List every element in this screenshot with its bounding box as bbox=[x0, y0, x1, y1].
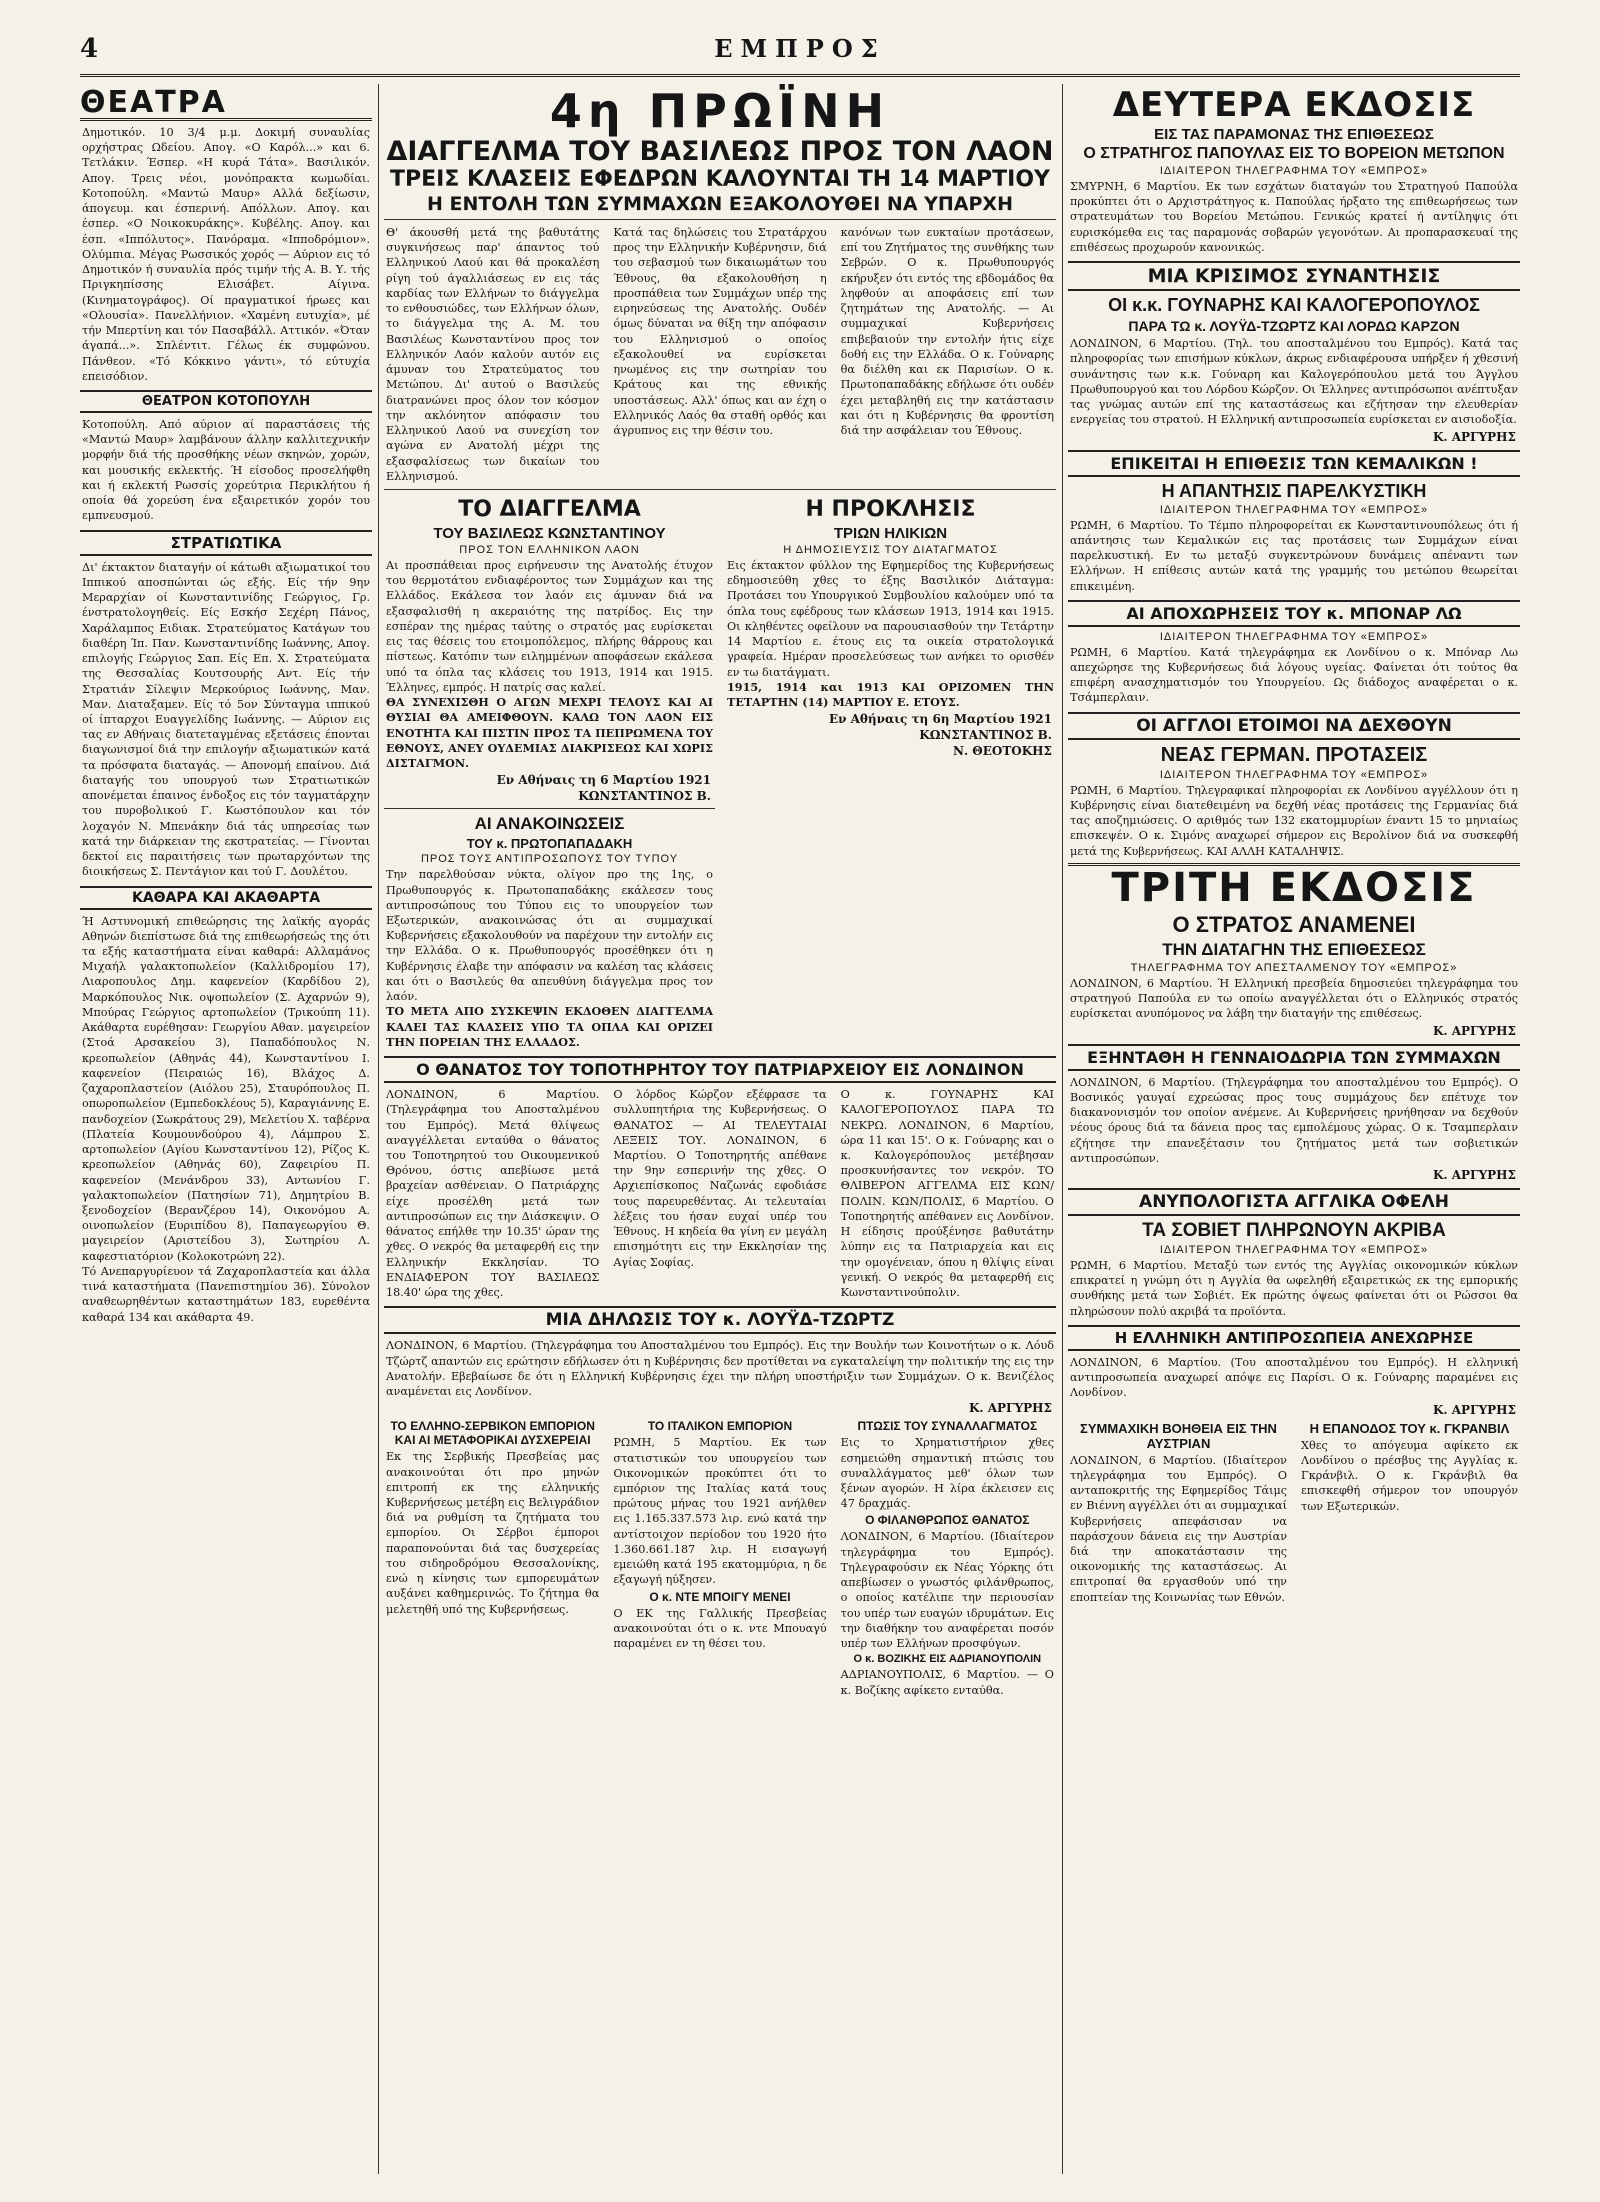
proklisis-signature-2: Ν. ΘΕΟΤΟΚΗΣ bbox=[952, 744, 1052, 759]
kemalist-body: ΡΩΜΗ, 6 Μαρτίου. Το Τέμπο πληροφορείται εκ Κωνσταντινουπόλεως ότι ή απάντησις των Κεμαλικών εις τας προτάσεις των Συμμάχων είναι παρελκυστική. Εν τω μεταξύ συγκεντρώνουν δυνάμεις απέναντι των Ελλήνων. Η επίθεσις αυτών κατά της γραμμής του μετώπου θεωρείται επικειμένη. bbox=[1070, 518, 1518, 593]
critical-meeting-subheading: ΟΙ κ.κ. ΓΟΥΝΑΡΗΣ ΚΑΙ ΚΑΛΟΓΕΡΟΠΟΥΛΟΣ bbox=[1108, 295, 1480, 316]
philanthropist-body: ΛΟΝΔΙΝΟΝ, 6 Μαρτίου. (Ιδιαίτερον τηλεγράφημα του Εμπρός). Τηλεγραφούσιν εκ Νέας Υόρκης ότι απεβίωσεν ο γνωστός φιλάνθρωπος, ο οποίος κατέλιπε την περιουσίαν του υπέρ των ευαγών ιδρυμάτων. Εις την διαθήκην του αναφέρεται ποσόν υπέρ των Ελλήνων προσφύγων. bbox=[840, 1530, 1054, 1651]
anakoinoseis-dateline: ΠΡΟΣ ΤΟΥΣ ΑΝΤΙΠΡΟΣΩΠΟΥΣ ΤΟΥ ΤΥΠΟΥ bbox=[420, 853, 679, 866]
divider bbox=[384, 219, 1056, 220]
diagelma-caps: ΘΑ ΣΥΝΕΧΙΣΘΗ Ο ΑΓΩΝ ΜΕΧΡΙ ΤΕΛΟΥΣ ΚΑΙ ΑΙ ΘΥΣΙΑΙ ΘΑ ΑΜΕΙΦΘΟΥΝ. ΚΑΛΩ ΤΟΝ ΛΑΟΝ ΕΙΣ ΕΝΟΤΗΤΑ ΚΑΙ ΠΙΣΤΙΝ ΠΡΟΣ ΤΑ ΠΕΠΡΩΜΕΝΑ ΤΟΥ ΕΘΝΟΥΣ, ΑΝΕΥ ΟΥΔΕΜΙΑΣ ΔΙΑΚΡΙΣΕΩΣ ΚΑΙ ΧΩΡΙΣ ΔΙΣΤΑΓΜΟΝ. bbox=[386, 695, 713, 771]
generosity-body: ΛΟΝΔΙΝΟΝ, 6 Μαρτίου. (Τηλεγράφημα του αποσταλμένου του Εμπρός). Ο Βοσνικός γαυγαί εχρεώσας προς τους συμμάχους δεν επέτυχε τον διακανονισμόν τον οποίον ανέμενε. Αι Κυβερνήσεις ηρνήθησαν να δεχθούν νέους όρους διά τα δάνεια προς τας εμπολέμους χώρας. Ο κ. Τσαμπερλαιν εζήτησε την επανεξέτασιν του ζητήματος μετά των σοβιετικών αντιπροσώπων. bbox=[1070, 1075, 1518, 1165]
lead-text: Θ' άκουσθή μετά της βαθυτάτης συγκινήσεως παρ' άπαντος τού Ελληνικού Λαού και θά προκαλέση ρίγη τού άγαλλιάσεως εν εις τάς καρδίας των Ελλήνων το διάγγελμα το ενθουσιώδες, των Ελλήνων όλων, το διάγγελμα της Α. Μ. του Βασιλέως Κωνσταντίνου προς τον Ελληνικόν Λαόν καλούν αυτόν εις άμυναν του Στρατεύματος του Μετώπου. Δι' αυτού ο Βασιλεύς διατρανώνει προς όλον τον κόσμον την ακλόνητον απόφασιν του Ελληνικού Λαού να συνεχίση τον αγώνα εν Ανατολή μέχρι της εξασφαλίσεως των δικαίων του Ελληνισμού. bbox=[386, 226, 600, 483]
philanthropist-heading: Ο ΦΙΛΑΝΘΡΩΠΟΣ ΘΑΝΑΤΟΣ bbox=[865, 1513, 1030, 1528]
thanatos-story bbox=[384, 1087, 1056, 1300]
austria-aid-body: ΛΟΝΔΙΝΟΝ, 6 Μαρτίου. (Ιδιαίτερον τηλεγράφημα του Εμπρός). Ο ανταποκριτής της Εφημερίδος Τάιμς εν Βιέννη αγγέλλει ότι αι συμμαχικαί Κυβερνήσεις απεφάσισαν να παράσχουν δάνεια εις την Αυστρίαν διά την αποκατάστασιν της οικονομικής της καταστάσεως. Αι επιτροπαί θα εργασθούν υπό την εποπτείαν της Κοινωνίας των Εθνών. bbox=[1070, 1453, 1287, 1604]
proklisis-heading: Η ΠΡΟΚΛΗΣΙΣ bbox=[805, 496, 976, 522]
kemalist-heading: ΕΠΙΚΕΙΤΑΙ Η ΕΠΙΘΕΣΙΣ ΤΩΝ ΚΕΜΑΛΙΚΩΝ ! bbox=[1068, 450, 1520, 477]
left-column bbox=[80, 84, 372, 2174]
dilosis-signature: Κ. ΑΡΓΥΡΗΣ bbox=[968, 1401, 1052, 1416]
kemalist-dateline: ΙΔΙΑΙΤΕΡΟΝ ΤΗΛΕΓΡΑΦΗΜΑ ΤΟΥ «ΕΜΠΡΟΣ» bbox=[1159, 503, 1429, 516]
lead-story bbox=[384, 225, 1056, 484]
dilosis-heading: ΜΙΑ ΔΗΛΩΣΙΣ ΤΟΥ κ. ΛΟΥΫΔ-ΤΖΩΡΤΖ bbox=[384, 1306, 1056, 1334]
proklisis-subheading: ΤΡΙΩΝ ΗΛΙΚΙΩΝ bbox=[833, 524, 948, 542]
italian-trade-body: ΡΩΜΗ, 5 Μαρτίου. Εκ των στατιστικών του υπουργείου των Οικονομικών προκύπτει ότι το εμπόριον της Ιταλίας κατά τους πρώτους μήνας του 1921 ανήλθεν εις 1.165.337.573 λιρ. ενώ κατά την αντίστοιχον περίοδον του 1920 ήτο 1.360.661.187 λιρ. Η εισαγωγή εμειώθη κατά 195 εκατομμύρια, η δε εξαγωγή ηύξησεν. bbox=[613, 1436, 827, 1587]
greek-delegation-signature: Κ. ΑΡΓΥΡΗΣ bbox=[1432, 1402, 1516, 1417]
exchange-fall-heading: ΠΤΩΣΙΣ ΤΟΥ ΣΥΝΑΛΛΑΓΜΑΤΟΣ bbox=[857, 1419, 1038, 1434]
diagelma-heading: ΤΟ ΔΙΑΓΓΕΛΜΑ bbox=[458, 496, 641, 522]
generosity-heading: ΕΞΗΝΤΑΘΗ Η ΓΕΝΝΑΙΟΔΩΡΙΑ ΤΩΝ ΣΥΜΜΑΧΩΝ bbox=[1068, 1044, 1520, 1071]
headline-proclamation: ΔΙΑΓΓΕΛΜΑ ΤΟΥ ΒΑΣΙΛΕΩΣ ΠΡΟΣ ΤΟΝ ΛΑΟΝ bbox=[386, 136, 1054, 167]
headline-reservists: ΤΡΕΙΣ ΚΛΑΣΕΙΣ ΕΦΕΔΡΩΝ ΚΑΛΟΥΝΤΑΙ ΤΗ 14 ΜΑΡΤΙΟΥ bbox=[390, 167, 1050, 192]
masthead bbox=[80, 30, 1520, 77]
german-proposals-subheading: ΝΕΑΣ ΓΕΡΜΑΝ. ΠΡΟΤΑΣΕΙΣ bbox=[1160, 743, 1428, 766]
stratiotika-body: Δι' έκτακτον διαταγήν οί κάτωθι αξιωματικοί του Ιππικού αποσπώνται ώς εξής. Είς τήν 9ην Μεραρχίαν οί Κωνσταντινίδης Γεώργιος, Γρ. ένστρατολογηθείς. Είς Εσκήσ Σεχέρη Πάνος, Χαράλαμπος Ειδιακ. Στρατεύματος Κατάγων του διαθέρη Ίπ. Παν. Κωνσταντινίδης Ιωάννης, Απογ. επιλογής Γεώργιος Σαπ. Είς Επ. Χ. Στρατεύματα της Θεσσαλίας Κουτσουρής Αντ. Είς τήν Στρατιάν Σίλεψιν Μερκούριος Ιωάννης, Μαν. Μαν. Διαταξαμεν. Είς τό 5ον Σύνταγμα ιππικού οί ίπταρχοι Ευαγγελίδης Ιωάννης. — Αύριον εις τας εν Αθήναις διατεταγμένας εξετάσεις έπονται διαγωνισμοί διά την επιλογήν αξιωματικών κατά τα πρόσφατα διαταγάς. — Απονομή επαίνου. Διά διαταγής του υπουργού των Στρατιωτικών απονέμεται έπαινος ένδοξος εις τόν ταγματάρχην του πυροβολικού Γ. Κωστόπουλον και τόν λοχαγόν Ν. Μπενάκην διά τάς υπηρεσίας των κατά την διάρκειαν της εκστρατείας. — Γίνονται δεκτοί εις παραιτήσεις των πρωταρχόντων της διοικήσεως Σ. Πεντάγιον και τού Γ. Δουλέτου. bbox=[82, 560, 370, 879]
kathara-body: Ή Αστυνομική επιθεώρησις της λαϊκής αγοράς Αθηνών διεπίστωσε διά της επιθεωρήσεώς της ότι τα εξής καταστήματα είναι καθαρά: Αλλαμάνος Μιχαήλ γαλακτοπωλείον (Καλλιδρομίου 17), Λιαροπουλος Δημ. καφενείον (Καρδίδου 2), Μαρκόπουλος Νικ. οψοπωλείον (Σ. Αχαρνών 9), Μπούρας Γεώργιος αρτοπωλείον (Τρικούπη 11). Ακάθαρτα ευρέθησαν: Γεωργίου Αθαν. μαγειρείον (Στοά Αρσακείου 3), Παπαδόπουλος Ν. κρεοπωλείον (Αθηνάς 44), Κωνσταντίνου Ι. καφενείον (Πειραιώς 16), Βλάχος Δ. ζαχαροπλαστείον (Αιόλου 25), Σταυρόπουλος Π. οπωροπωλείον (Εμπεδοκλέους 5), Καραγιάννης Ε. πανδοχείον (Σωκράτους 29), Μελετίου Χ. ταβέρνα (Πλατεία Κουμουνδούρου 4), Λάμπρου Σ. αρτοπωλείον (Αγίου Κωνσταντίνου 12), Ρίζος Κ. κρεοπωλείον (Αθηνάς 60), Ζαφειρίου Π. καφενείον (Μενάνδρου 33), Αντωνίου Γ. γαλακτοπωλείον (Πατησίων 71), Δημητρίου Β. ξενοδοχείον (Βερανζέρου 14), Οικονόμου Α. οινοπωλείον (Ευριπίδου 8), Παπαγεωργίου Θ. μαγειρείον (Αριστείδου 3), Σωτηρίου Λ. καφεστιατόριον (Κολοκοτρώνη 22). bbox=[82, 914, 370, 1263]
right-column bbox=[1068, 84, 1520, 2174]
proklisis-body: Εις έκτακτον φύλλον της Εφημερίδος της Κυβερνήσεως εδημοσιεύθη χθες το έξης Βασιλικόν Διάταγμα: Προτάσει του Υπουργικού Συμβουλίου καλούμεν υπό τα όπλα τους εφέδρους των κλάσεων 1913, 1914 και 1915. Οι κληθέντες οφείλουν να παρουσιασθούν την Τετάρτην 14 Μαρτίου ε. έτους εις τα οικεία στρατολογικά γραφεία. Ημέραν προσελεύσεως των ανήκει το ορισθέν εν τω διατάγματι. bbox=[727, 558, 1054, 679]
serbian-trade-body: Εκ της Σερβικής Πρεσβείας μας ανακοινούται ότι προ μηνών επιτροπή εκ της ελληνικής Κυβερνήσεως μετέβη εις Βελιγράδιον διά να ρυθμίση τα ζητήματα του εμπορίου. Οι Σέρβοι έμποροι παραπονούνται διά τας δυσχερείας του σιδηροδρόμου Θεσσαλονίκης, ενώ η κίνησις των εμπορευμάτων αυξάνει καθημερινώς. Το ζήτημα θα μελετηθή υπό της Κυβερνήσεως. bbox=[386, 1450, 600, 1616]
english-benefits-body: ΡΩΜΗ, 6 Μαρτίου. Μεταξύ των εντός της Αγγλίας οικονομικών κύκλων επικρατεί η γνώμη ότι η Αγγλία θα ωφεληθή εξαιρετικώς εκ της εμπορικής συνθήκης μετά των Σοβιέτ. Εκ πρώτης όψεως φαίνεται ότι οι Ρώσσοι θα πληρώσουν πολύ ακριβά τα προϊόντα. bbox=[1070, 1258, 1518, 1318]
divider bbox=[384, 808, 715, 809]
lead-text: κανόνων των ευκταίων προτάσεων, επί του Ζητήματος της συνθήκης των Σεβρών. Ο κ. Πρωθυπουργός εκήρυξεν ότι εντός της εβδομάδος θα ληφθούν αι αποφάσεις επί των ζητημάτων της Ανατολής. — Αι συμμαχικαί Κυβερνήσεις επιβεβαιούν την εντολήν ήτις είχε δοθή εις την Ελλάδα. Ο κ. Γούναρης θα διέλθη και εκ Παρισίων. Ο κ. Πρωτοπαπαδάκης εδήλωσε ότι ουδέν έχει μεταβληθή εις την κατάστασιν και ότι η Κυβέρνησις θα φροντίση διά την ασφάλειαν του Έθνους. bbox=[840, 226, 1054, 438]
diagelma-signature: ΚΩΝΣΤΑΝΤΙΝΟΣ Β. bbox=[578, 789, 711, 804]
critical-meeting-body: ΛΟΝΔΙΝΟΝ, 6 Μαρτίου. (Τηλ. του αποσταλμένου του Εμπρός). Κατά τας πληροφορίας των επισήμων κύκλων, άκρως ενδιαφέρουσα υπήρξεν ή χθεσινή συνάντησις των κ.κ. Γούναρη και Καλογερόπουλου μετά του Άγγλου Πρωθυπουργού και του Λόρδου Κώρζον. Οι Έλληνες αντιπρόσωποι ανέπτυξαν τας γνώμας αυτών επί της καταστάσεως και εζήτησαν την ελευθερίαν ενεργείας του στρατού. Η Ελληνική αντιπροσωπεία ευρίσκεται εν αισιοδοξία. bbox=[1070, 337, 1518, 427]
proklisis-date: Εν Αθήναις τη 6η Μαρτίου 1921 bbox=[828, 712, 1052, 727]
second-edition-subheading-2: Ο ΣΤΡΑΤΗΓΟΣ ΠΑΠΟΥΛΑΣ ΕΙΣ ΤΟ ΒΟΡΕΙΟΝ ΜΕΤΩΠΟΝ bbox=[1083, 145, 1505, 162]
anakoinoseis-body: Την παρελθούσαν νύκτα, ολίγον προ της 1ης, ο Πρωθυπουργός κ. Πρωτοπαπαδάκης εκάλεσεν τους αντιπροσώπους του Τύπου εις το υπουργείον των Εξωτερικών, ανακοινώσας ότι αι συμμαχικαί Κυβερνήσεις εξακολουθούν να παρέχουν την εντολήν εις την Ελλάδα. Ο κ. Πρωθυπουργός προσέθηκεν ότι η Κυβέρνησις έλαβε την απόφασιν να καλέση τας κλάσεις και ότι ο Βασιλεύς θα απευθύνη διάγγελμα προς τον λαόν. bbox=[386, 868, 713, 1004]
thanatos-text: Ο λόρδος Κώρζον εξέφρασε τα συλλυπητήρια της Κυβερνήσεως. Ο ΘΑΝΑΤΟΣ — ΑΙ ΤΕΛΕΥΤΑΙΑΙ ΛΕΞΕΙΣ ΤΟΥ. ΛΟΝΔΙΝΟΝ, 6 Μαρτίου. Ο Τοποτηρητής απέθανε την 9ην εσπερινήν της χθες. Ο Αρχιεπίσκοπος Ναζωνάς εφοδιάσε τους παρευρεθέντας. Αι τελευταίαι λέξεις του ήσαν ευχαί υπέρ του Έθνους. Η κηδεία θα γίνη εν μεγάλη επισημότητι εις την Εκκλησίαν της Αγίας Σοφίας. bbox=[613, 1088, 827, 1269]
stratiotika-heading: ΣΤΡΑΤΙΩΤΙΚΑ bbox=[80, 530, 372, 556]
headline-mandate: Η ΕΝΤΟΛΗ ΤΩΝ ΣΥΜΜΑΧΩΝ ΕΞΑΚΟΛΟΥΘΕΙ ΝΑ ΥΠΑΡΧΗ bbox=[427, 193, 1013, 215]
divider bbox=[384, 489, 1056, 490]
greek-delegation-body: ΛΟΝΔΙΝΟΝ, 6 Μαρτίου. (Του αποσταλμένου του Εμπρός). Η ελληνική αντιπροσωπεία αναχωρεί απόψε εις Παρίσι. Ο κ. Γούναρης παραμένει εις Λονδίνον. bbox=[1070, 1355, 1518, 1400]
diagelma-dateline: ΠΡΟΣ ΤΟΝ ΕΛΛΗΝΙΚΟΝ ΛΑΟΝ bbox=[459, 543, 640, 556]
paper-name: ΕΜΠΡΟΣ bbox=[714, 34, 886, 63]
third-edition-subheading-2: ΤΗΝ ΔΙΑΤΑΓΗΝ ΤΗΣ ΕΠΙΘΕΣΕΩΣ bbox=[1162, 939, 1426, 959]
granville-body: Χθες το απόγευμα αφίκετο εκ Λονδίνου ο πρέσβυς της Αγγλίας κ. Γκράνβιλ. Ο κ. Γκράνβιλ θα επισκεφθή σήμερον τον υπουργόν των Εξωτερικών. bbox=[1301, 1438, 1518, 1513]
third-edition-subheading: Ο ΣΤΡΑΤΟΣ ΑΝΑΜΕΝΕΙ bbox=[1172, 911, 1416, 937]
granville-heading: Η ΕΠΑΝΟΔΟΣ ΤΟΥ κ. ΓΚΡΑΝΒΙΛ bbox=[1309, 1420, 1510, 1436]
middle-block bbox=[384, 495, 1056, 1050]
thanatos-text: Ο κ. ΓΟΥΝΑΡΗΣ ΚΑΙ ΚΑΛΟΓΕΡΟΠΟΥΛΟΣ ΠΑΡΑ ΤΩ ΝΕΚΡΩ. ΛΟΝΔΙΝΟΝ, 6 Μαρτίου, ώρα 11 και 15'. Ο κ. Γούναρης και ο κ. Καλογερόπουλος μετέβησαν προσκυνήσαντες τον νεκρόν. ΤΟ ΘΛΙΒΕΡΟΝ ΑΓΓΕΛΜΑ ΕΙΣ ΚΩΝ/ΠΟΛΙΝ. ΚΩΝ/ΠΟΛΙΣ, 6 Μαρτίου. Ο Τοποτηρητής απέθανεν εις Λονδίνον. Η είδησις προύξένησε βαθυτάτην λύπην εις τα Πατριαρχεία και εις την ομογένειαν, όπου η θλίψις είναι γενική. Ο νεκρός θα μεταφερθή εις Κωνσταντινούπολιν. bbox=[840, 1088, 1054, 1300]
bonar-law-body: ΡΩΜΗ, 6 Μαρτίου. Κατά τηλεγράφημα εκ Λονδίνου ο κ. Μπόναρ Λω απεχώρησε της Κυβερνήσεως διά λόγους υγείας. Φαίνεται ότι τούτος θα επιφέρη ανασχηματισμόν του Υπουργείου. Ως διάδοχος αναφέρεται ο κ. Τσάμπερλαιν. bbox=[1070, 645, 1518, 705]
diagelma-date: Εν Αθήναις τη 6 Μαρτίου 1921 bbox=[496, 773, 711, 788]
german-proposals-heading: ΟΙ ΑΓΓΛΟΙ ΕΤΟΙΜΟΙ ΝΑ ΔΕΧΘΟΥΝ bbox=[1068, 712, 1520, 740]
proklisis-caps: 1915, 1914 και 1913 ΚΑΙ ΟΡΙΖΟΜΕΝ ΤΗΝ ΤΕΤΑΡΤΗΝ (14) ΜΑΡΤΙΟΥ Ε. ΕΤΟΥΣ. bbox=[727, 679, 1054, 710]
center-column bbox=[384, 84, 1056, 2174]
critical-meeting-heading: ΜΙΑ ΚΡΙΣΙΜΟΣ ΣΥΝΑΝΤΗΣΙΣ bbox=[1068, 261, 1520, 291]
third-edition-heading: ΤΡΙΤΗ ΕΚΔΟΣΙΣ bbox=[1068, 863, 1520, 908]
second-edition-body: ΣΜΥΡΝΗ, 6 Μαρτίου. Εκ των εσχάτων διαταγών του Στρατηγού Παπούλα προκύπτει ότι ο Αρχιστράτηγος κ. Παπούλας ήρξατο της επιθεωρήσεως των στρατευμάτων του Βορείου Μετώπου. Γενικώς κρατεί ή αντίληψις ότι ευρισκόμεθα εις τας παραμονάς σοβαρών γεγονότων. Αι προπαρασκευαί της επιθέσεως προχωρούν κανονικώς. bbox=[1070, 180, 1518, 254]
page-number: 4 bbox=[80, 34, 99, 64]
english-benefits-heading: ΑΝΥΠΟΛΟΓΙΣΤΑ ΑΓΓΛΙΚΑ ΟΦΕΛΗ bbox=[1068, 1188, 1520, 1216]
serbian-trade-heading: ΤΟ ΕΛΛΗΝΟ-ΣΕΡΒΙΚΟΝ ΕΜΠΟΡΙΟΝ ΚΑΙ ΑΙ ΜΕΤΑΦΟΡΙΚΑΙ ΔΥΣΧΕΡΕΙΑΙ bbox=[390, 1419, 595, 1448]
bonar-law-heading: ΑΙ ΑΠΟΧΩΡΗΣΕΙΣ ΤΟΥ κ. ΜΠΟΝΑΡ ΛΩ bbox=[1068, 600, 1520, 627]
second-edition-subheading: ΕΙΣ ΤΑΣ ΠΑΡΑΜΟΝΑΣ ΤΗΣ ΕΠΙΘΕΣΕΩΣ bbox=[1154, 126, 1434, 143]
third-edition-signature: Κ. ΑΡΓΥΡΗΣ bbox=[1432, 1023, 1516, 1038]
diagelma-body: Αι προσπάθειαι προς ειρήνευσιν της Ανατολής έτυχον του θερμοτάτου ενδιαφέροντος των Συμμάχων και της Ελλάδος. Εκάλεσα τον λαόν εις άμυναν διά να εξασφαλισθή η ακεραιότης της πατρίδος. Εις την εσπέραν της ημέρας ταύτης ο στρατός μας ευρίσκεται εις τας θέσεις του ετοιμοπόλεμος, πλήρης θάρρους και πίστεως. Κατόπιν των ειλημμένων αποφάσεων εκάλεσα υπό τα όπλα τας κλάσεις του 1913, 1914 και 1915. Έλληνες, εμπρός. Η πατρίς σας καλεί. bbox=[386, 558, 713, 694]
austria-aid-heading: ΣΥΜΜΑΧΙΚΗ ΒΟΗΘΕΙΑ ΕΙΣ ΤΗΝ ΑΥΣΤΡΙΑΝ bbox=[1080, 1420, 1277, 1451]
exchange-fall-body: Εις το Χρηματιστήριον χθες εσημειώθη σημαντική πτώσις του συναλλάγματος μεθ' όλων των ξένων αγορών. Η λίρα έκλεισεν εις 47 δραχμάς. bbox=[840, 1436, 1054, 1511]
anakoinoseis-caps: ΤΟ ΜΕΤΑ ΑΠΟ ΣΥΣΚΕΨΙΝ ΕΚΔΟΘΕΝ ΔΙΑΓΓΕΛΜΑ ΚΑΛΕΙ ΤΑΣ ΚΛΑΣΕΙΣ ΥΠΟ ΤΑ ΟΠΛΑ ΚΑΙ ΟΡΙΖΕΙ ΤΗΝ ΠΟΡΕΙΑΝ ΤΗΣ ΕΛΛΑΔΟΣ. bbox=[386, 1004, 713, 1049]
column-rule bbox=[1062, 84, 1063, 2174]
generosity-signature: Κ. ΑΡΓΥΡΗΣ bbox=[1432, 1167, 1516, 1182]
italian-trade-heading: ΤΟ ΙΤΑΛΙΚΟΝ ΕΜΠΟΡΙΟΝ bbox=[647, 1419, 793, 1434]
english-benefits-dateline: ΙΔΙΑΙΤΕΡΟΝ ΤΗΛΕΓΡΑΦΗΜΑ ΤΟΥ «ΕΜΠΡΟΣ» bbox=[1159, 1243, 1429, 1256]
second-edition-dateline: ΙΔΙΑΙΤΕΡΟΝ ΤΗΛΕΓΡΑΦΗΜΑ ΤΟΥ «ΕΜΠΡΟΣ» bbox=[1159, 165, 1429, 177]
bonar-law-dateline: ΙΔΙΑΙΤΕΡΟΝ ΤΗΛΕΓΡΑΦΗΜΑ ΤΟΥ «ΕΜΠΡΟΣ» bbox=[1159, 630, 1429, 643]
second-edition-heading: ΔΕΥΤΕΡΑ ΕΚΔΟΣΙΣ bbox=[1112, 85, 1476, 125]
diagelma-subheading: ΤΟΥ ΒΑΣΙΛΕΩΣ ΚΩΝΣΤΑΝΤΙΝΟΥ bbox=[433, 524, 666, 542]
anakoinoseis-heading: ΑΙ ΑΝΑΚΟΙΝΩΣΕΙΣ bbox=[474, 814, 625, 834]
theatron-kotopouli-body: Κοτοπούλη. Από αύριον αί παραστάσεις τής «Μαντώ Μαυρ» λαμβάνουν άλλην καλλιτεχνικήν μορφήν διά τής προσθήκης νέων σκηνών, χορών, και μουσικής εκλεκτής. Ή είσοδος προσελήφθη και ή εκλεκτή Ρωσσίς χορεύτρια Περικλήτου ή οποία θά χορεύση ένα εξαιρετικόν χορόν του εμπνευσμού. bbox=[82, 417, 370, 523]
proklisis-dateline: Η ΔΗΜΟΣΙΕΥΣΙΣ ΤΟΥ ΔΙΑΤΑΓΜΑΤΟΣ bbox=[783, 543, 998, 556]
kemalist-subheading: Η ΑΠΑΝΤΗΣΙΣ ΠΑΡΕΛΚΥΣΤΙΚΗ bbox=[1161, 480, 1427, 501]
lead-text: Κατά τας δηλώσεις του Στρατάρχου προς την Ελληνικήν Κυβέρνησιν, διά του σεβασμού των δικαιωμάτων του Έθνους, θα εξακολουθήση η προσπάθεια των Συμμάχων υπέρ της ειρηνεύσεως της Ανατολής. Ουδέν όμως δύναται να θίξη την απόφασιν του Ελληνισμού ο οποίος εξακολουθεί να ευρίσκεται ηνωμένος εις την σωτηρίαν του Κράτους και της εθνικής υποστάσεως. Αλλ' όπως και αν έχη ο Ελληνικός Λαός θα σταθή ορθός και άγρυπνος εις την θέσιν του. bbox=[613, 226, 827, 438]
anakoinoseis-subheading: ΤΟΥ κ. ΠΡΩΤΟΠΑΠΑΔΑΚΗ bbox=[466, 836, 633, 852]
critical-meeting-subheading-2: ΠΑΡΑ ΤΩ κ. ΛΟΥΫΔ-ΤΖΩΡΤΖ ΚΑΙ ΛΟΡΔΩ ΚΑΡΖΟΝ bbox=[1128, 318, 1460, 335]
edition-heading: 4η ΠΡΩΪΝΗ bbox=[549, 84, 891, 138]
dilosis-body: ΛΟΝΔΙΝΟΝ, 6 Μαρτίου. (Τηλεγράφημα του Αποσταλμένου του Εμπρός). Εις την Βουλήν των Κοινοτήτων ο κ. Λόυδ Τζώρτζ απαντών εις ερώτησιν εδήλωσεν ότι η Κυβέρνησις δεν προτίθεται να εγκαταλείψη την πολιτικήν της εις την Ανατολήν. Εβεβαίωσε δε ότι η Ελληνική Κυβέρνησις έχει την πλήρη υποστήριξιν των Συμμάχων. Ο κ. Βενιζέλος αναμένεται εις Λονδίνον. bbox=[386, 1339, 1054, 1399]
theatra-heading: ΘΕΑΤΡΑ bbox=[80, 88, 372, 121]
thanatos-text: ΛΟΝΔΙΝΟΝ, 6 Μαρτίου. (Τηλεγράφημα του Αποσταλμένου του Εμπρός). Μετά θλίψεως αναγγέλλεται ενταύθα ο θάνατος του Τοποτηρητού του Οικουμενικού Θρόνου, όστις απεβίωσε μετά βραχείαν ασθένειαν. Ο Πατριάρχης είχε προσέλθη μετά των αντιπροσώπων εις την Διάσκεψιν. Ο θάνατος επήλθε την 10.35' ώραν της χθες. Ο νεκρός θα μεταφερθή εις την Ελληνικήν Εκκλησίαν. ΤΟ ΕΝΔΙΑΦΕΡΟΝ ΤΟΥ ΒΑΣΙΛΕΩΣ 18.40' ώρα της χθες. bbox=[386, 1088, 600, 1300]
german-proposals-dateline: ΙΔΙΑΙΤΕΡΟΝ ΤΗΛΕΓΡΑΦΗΜΑ ΤΟΥ «ΕΜΠΡΟΣ» bbox=[1159, 768, 1429, 781]
theatra-body: Δημοτικόν. 10 3/4 μ.μ. Δοκιμή συναυλίας ορχήστρας Ωδείου. Απογ. «Ο Καρόλ...» και 6. Τετλάκιν. Έσπερ. «Η κυρά Τάτα». Βασιλικόν. Απογ. Τρεις νέοι, μονόπρακτα κωμωδίαι. Κοτοπούλη. «Μαντώ Μαυρ» Αλλά δεξίωσιν, άπογευμ. και έσπερινή. Απόλλων. Απογ. και έσπερ. «Ο Νοικοκυράκης». Κυβέλης. Απογ. και έσπ. «Ιππόλυτος». Πανόραμα. «Ιπποδρόμιον». Ολύμπια. Μέγας Ρωσσικός χορός — Αύριον εις τό Δημοτικόν ή συναυλία πρός τιμήν τής Α. Β. Υ. τής Πριγκηπίσσης Ελισάβετ. Αίγινα. (Κινηματογράφος). Οί πραγματικοί ήρωες και «Ολουσία». Πανελλήνιον. «Χαμένη ευτυχία», μέ τήν Μπερτίνη και τόν Πασαβάλλ. Αττικόν. «Όταν άγαπά...». Σπλέντιτ. Γέλως έκ συμφώνου. Πάνθεον. «Τό Κόκκινο γάντι», τό εύτυχία επεισόδιον. bbox=[82, 126, 370, 383]
proklisis-signature: ΚΩΝΣΤΑΝΤΙΝΟΣ Β. bbox=[919, 728, 1052, 743]
vozikis-body: ΑΔΡΙΑΝΟΥΠΟΛΙΣ, 6 Μαρτίου. — Ο κ. Βοζίκης αφίκετο ενταύθα. bbox=[840, 1668, 1054, 1697]
greek-delegation-heading: Η ΕΛΛΗΝΙΚΗ ΑΝΤΙΠΡΟΣΩΠΕΙΑ ΑΝΕΧΩΡΗΣΕ bbox=[1068, 1325, 1520, 1351]
critical-meeting-signature: Κ. ΑΡΓΥΡΗΣ bbox=[1432, 429, 1516, 444]
third-edition-body: ΛΟΝΔΙΝΟΝ, 6 Μαρτίου. Ή Ελληνική πρεσβεία δημοσιεύει τηλεγράφημα του στρατηγού Παπούλα εν τω οποίω αναγγέλλεται ότι ο Ελληνικός στρατός ευρίσκεται ανυπόμονος να λάβη την διαταγήν της επιθέσεως. bbox=[1070, 976, 1518, 1021]
third-edition-dateline: ΤΗΛΕΓΡΑΦΗΜΑ ΤΟΥ ΑΠΕΣΤΑΛΜΕΝΟΥ ΤΟΥ «ΕΜΠΡΟΣ» bbox=[1130, 961, 1458, 974]
de-boisgy-heading: Ο κ. ΝΤΕ ΜΠΟΙΓΥ ΜΕΝΕΙ bbox=[649, 1589, 791, 1604]
theatron-kotopouli-heading: ΘΕΑΤΡΟΝ ΚΟΤΟΠΟΥΛΗ bbox=[80, 390, 372, 413]
bottom-block bbox=[384, 1417, 1056, 1698]
vozikis-heading: Ο κ. ΒΟΖΙΚΗΣ ΕΙΣ ΑΔΡΙΑΝΟΥΠΟΛΙΝ bbox=[853, 1653, 1042, 1666]
thanatos-heading: Ο ΘΑΝΑΤΟΣ ΤΟΥ ΤΟΠΟΤΗΡΗΤΟΥ ΤΟΥ ΠΑΤΡΙΑΡΧΕΙΟΥ ΕΙΣ ΛΟΝΔΙΝΟΝ bbox=[384, 1056, 1056, 1083]
de-boisgy-body: Ο ΕΚ της Γαλλικής Πρεσβείας ανακοινούται ότι ο κ. ντε Μπουαγύ παραμένει εν τη θέσει του. bbox=[613, 1606, 827, 1651]
english-benefits-subheading: ΤΑ ΣΟΒΙΕΤ ΠΛΗΡΩΝΟΥΝ ΑΚΡΙΒΑ bbox=[1142, 1219, 1446, 1241]
german-proposals-body: ΡΩΜΗ, 6 Μαρτίου. Τηλεγραφικαί πληροφορίαι εκ Λονδίνου αγγέλλουν ότι η Κυβέρνησις είναι διατεθειμένη να δεχθή νέας προτάσεις της Γερμανίας διά τας αποζημιώσεις. Ο αριθμός των 132 εκατομμυρίων έναντι 15 το μηνιαίως επισκεψέν. Ο κ. Σιμόνς αναχωρεί σήμερον εις Βερολίνον διά να συσκεφθή μετά της Κυβερνήσεως. ΚΑΙ ΑΛΛΗ ΚΑΤΑΛΗΨΙΣ. bbox=[1070, 783, 1518, 858]
kathara-footer: Τό Ανεπαργυρίευον τά Ζαχαροπλαστεία και άλλα τινά καταστήματα (Πανεπιστημίου 36). Σύνολον αναθεωρηθέντων καταστημάτων 183, ευρεθέντα καθαρά 134 και ακάθαρτα 49. bbox=[82, 1264, 370, 1324]
column-rule bbox=[378, 84, 379, 2174]
bottom-right-block bbox=[1068, 1419, 1520, 1605]
kathara-heading: ΚΑΘΑΡΑ ΚΑΙ ΑΚΑΘΑΡΤΑ bbox=[80, 886, 372, 910]
